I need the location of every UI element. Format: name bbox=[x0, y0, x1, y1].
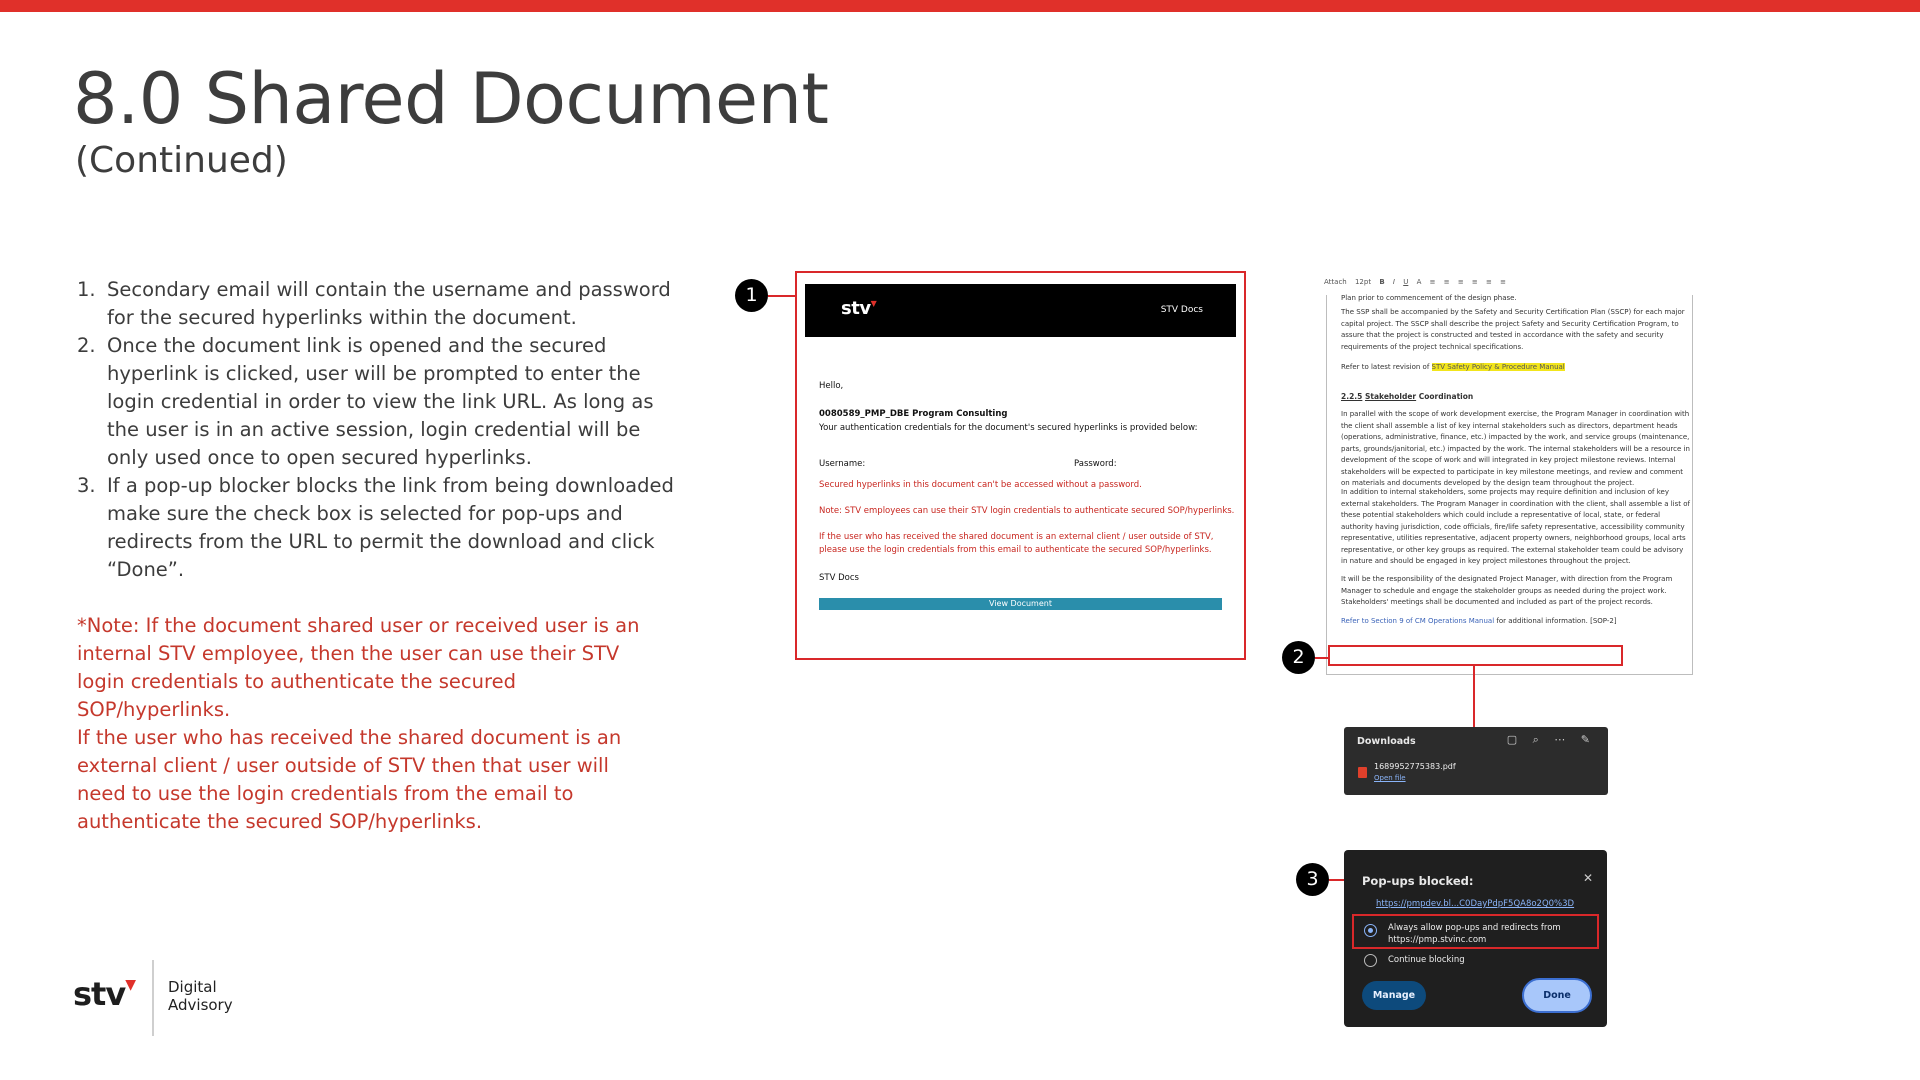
attach-button[interactable]: Attach bbox=[1324, 278, 1347, 286]
note-internal: *Note: If the document shared user or received user is an internal STV employee, then the user can use their STV login credentials to authenticate the secured SOP/hyperlinks. bbox=[77, 614, 640, 721]
bold-button[interactable]: B bbox=[1379, 278, 1385, 286]
doc-paragraph: In parallel with the scope of work development exercise, the Program Manager in coordination with the client shall assemble a list of key internal stakeholders such as directors, department heads (operations, administrative, finance, etc.) impacted by the work, and service groups (maintenance, parts, grounds/janitorial, etc.) impacted by the work. The internal stakeholders will be a resource in development of the scope of work and will integrated in key project milestone reviews. Internal stakeholders will be expected to participate in key milestone meetings, and review and comment on materials and documents developed by the design team throughout the project. bbox=[1341, 410, 1690, 487]
username-label: Username: bbox=[819, 459, 866, 469]
stv-logo: stv▼ bbox=[73, 975, 135, 1013]
doc-paragraph: In addition to internal stakeholders, some projects may require definition and inclusion of key external stakeholders. The Program Manager in coordination with the client, shall assemble a list of these potential stakeholders which could include a representative of local, state, or federal authority having jurisdiction, code officials, fire/life safety representative, accessibility community representative, utilities representative, adjacent property owners, neighborhood groups, local arts representative, or other key groups as required. The external stakeholder team could be advisory in nature and should be engaged in key project milestones throughout the project. bbox=[1341, 488, 1690, 565]
email-note-external-1: If the user who has received the shared document is an external client / user outside of STV, bbox=[819, 532, 1214, 542]
email-brand: STV Docs bbox=[1160, 305, 1203, 315]
text-color-button[interactable]: A bbox=[1416, 278, 1422, 286]
doc-paragraph: It will be the responsibility of the designated Project Manager, with direction from the Program Manager to schedule and engage the stakeholder groups as needed during the project work. Stakeholders' meetings shall be documented and included as part of the project records. bbox=[1341, 575, 1673, 606]
safety-manual-link[interactable]: STV Safety Policy & Procedure Manual bbox=[1431, 363, 1565, 371]
popup-title: Pop-ups blocked: bbox=[1362, 874, 1474, 888]
view-document-button[interactable]: View Document bbox=[819, 598, 1222, 610]
doc-reference: Refer to Section 9 of CM Operations Manual for additional information. [SOP-2] bbox=[1341, 617, 1617, 625]
email-signature: STV Docs bbox=[819, 573, 859, 583]
step-text: Secondary email will contain the username and password for the secured hyperlinks within the document. bbox=[107, 278, 671, 329]
step-marker-2: 2 bbox=[1282, 641, 1315, 674]
numbered-list-icon[interactable]: ≡ bbox=[1500, 278, 1507, 286]
email-note-external-2: please use the login credentials from this email to authenticate the secured SOP/hyperlinks. bbox=[819, 545, 1212, 555]
email-note-internal: Note: STV employees can use their STV login credentials to authenticate secured SOP/hyperlinks. bbox=[819, 506, 1235, 516]
doc-paragraph: Plan prior to commencement of the design phase. bbox=[1341, 294, 1517, 302]
open-file-link[interactable]: Open file bbox=[1374, 774, 1406, 782]
popups-blocked-dialog bbox=[1344, 850, 1607, 1027]
justify-icon[interactable]: ≡ bbox=[1471, 278, 1478, 286]
password-label: Password: bbox=[1074, 459, 1117, 469]
allow-popups-radio[interactable] bbox=[1364, 924, 1377, 937]
editor-toolbar bbox=[1324, 278, 1694, 292]
document-page bbox=[1326, 295, 1693, 675]
underline-button[interactable]: U bbox=[1403, 278, 1409, 286]
downloads-title: Downloads bbox=[1357, 736, 1416, 747]
align-center-icon[interactable]: ≡ bbox=[1443, 278, 1450, 286]
align-left-icon[interactable]: ≡ bbox=[1429, 278, 1436, 286]
downloads-actions-icon[interactable]: ▢ ⌕ ⋯ ✎ bbox=[1506, 733, 1596, 746]
pdf-file-icon bbox=[1358, 767, 1367, 778]
step-item bbox=[77, 472, 677, 584]
continue-blocking-label: Continue blocking bbox=[1388, 955, 1465, 965]
italic-button[interactable]: I bbox=[1392, 278, 1395, 286]
connector-line bbox=[1473, 666, 1475, 727]
bullet-list-icon[interactable]: ≡ bbox=[1486, 278, 1492, 286]
step-item bbox=[77, 276, 677, 332]
step-text: If a pop-up blocker blocks the link from being downloaded make sure the check box is selected for pop-ups and redirects from the URL to permit the download and click “Done”. bbox=[107, 474, 674, 581]
document-editor-screenshot bbox=[1310, 270, 1702, 690]
doc-paragraph: The SSP shall be accompanied by the Safety and Security Certification Plan (SSCP) for each major capital project. The SSCP shall describe the project Safety and Security Certification Program, to assure that the project is constructed and tested in accordance with the safety and security requirements of the project technical specifications. bbox=[1341, 308, 1685, 351]
connector-line bbox=[1315, 657, 1329, 659]
connector-line bbox=[1329, 879, 1345, 881]
step-item bbox=[77, 332, 677, 472]
email-greeting: Hello, bbox=[819, 381, 844, 391]
close-icon[interactable]: ✕ bbox=[1582, 871, 1593, 885]
step-number: 3. bbox=[77, 474, 96, 497]
download-file-name[interactable]: 1689952775383.pdf bbox=[1374, 762, 1456, 771]
downloads-panel bbox=[1344, 727, 1608, 795]
logo-tagline: Digital Advisory bbox=[168, 978, 233, 1014]
allow-popups-label: Always allow pop-ups and redirects from https://pmp.stvinc.com bbox=[1388, 923, 1561, 945]
align-right-icon[interactable]: ≡ bbox=[1457, 278, 1464, 286]
step-text: Once the document link is opened and the secured hyperlink is clicked, user will be prompted to enter the login credential in order to view the link URL. As long as the user is in an active session, login credential will be only used once to open secured hyperlinks. bbox=[107, 334, 654, 469]
done-button[interactable]: Done bbox=[1522, 978, 1592, 1013]
step-marker-1: 1 bbox=[735, 279, 768, 312]
continue-blocking-radio[interactable] bbox=[1364, 954, 1377, 967]
doc-paragraph: Refer to latest revision of STV Safety Policy & Procedure Manual bbox=[1341, 363, 1565, 371]
email-logo: stv▼ bbox=[841, 298, 877, 319]
email-project: 0080589_PMP_DBE Program Consulting bbox=[819, 409, 1008, 419]
cm-manual-link[interactable]: Refer to Section 9 of CM Operations Manual bbox=[1341, 617, 1495, 625]
manage-button[interactable]: Manage bbox=[1362, 981, 1426, 1010]
logo-divider bbox=[152, 960, 154, 1036]
email-screenshot bbox=[795, 271, 1246, 660]
connector-line bbox=[768, 295, 796, 297]
note-external: If the user who has received the shared document is an external client / user outside of STV then that user will need to use the login credentials from the email to authenticate the secured SOP/hyperlinks. bbox=[77, 726, 622, 833]
font-size-select[interactable]: 12pt bbox=[1354, 278, 1372, 286]
email-header bbox=[805, 284, 1236, 337]
blocked-popup-link[interactable]: https://pmpdev.bl...C0DayPdpF5QA8o2Q0%3D bbox=[1376, 899, 1575, 909]
doc-heading: 2.2.5 Stakeholder Coordination bbox=[1341, 392, 1474, 401]
step-number: 1. bbox=[77, 278, 96, 301]
steps-list bbox=[77, 276, 677, 584]
email-intro: Your authentication credentials for the document's secured hyperlinks is provided below: bbox=[819, 423, 1198, 433]
page-subtitle: (Continued) bbox=[75, 140, 288, 181]
step-number: 2. bbox=[77, 334, 96, 357]
page-title: 8.0 Shared Document bbox=[73, 58, 829, 140]
email-warning: Secured hyperlinks in this document can't be accessed without a password. bbox=[819, 480, 1142, 490]
top-accent-bar bbox=[0, 0, 1920, 12]
step-marker-3: 3 bbox=[1296, 863, 1329, 896]
highlight-box-sop2 bbox=[1328, 645, 1623, 666]
